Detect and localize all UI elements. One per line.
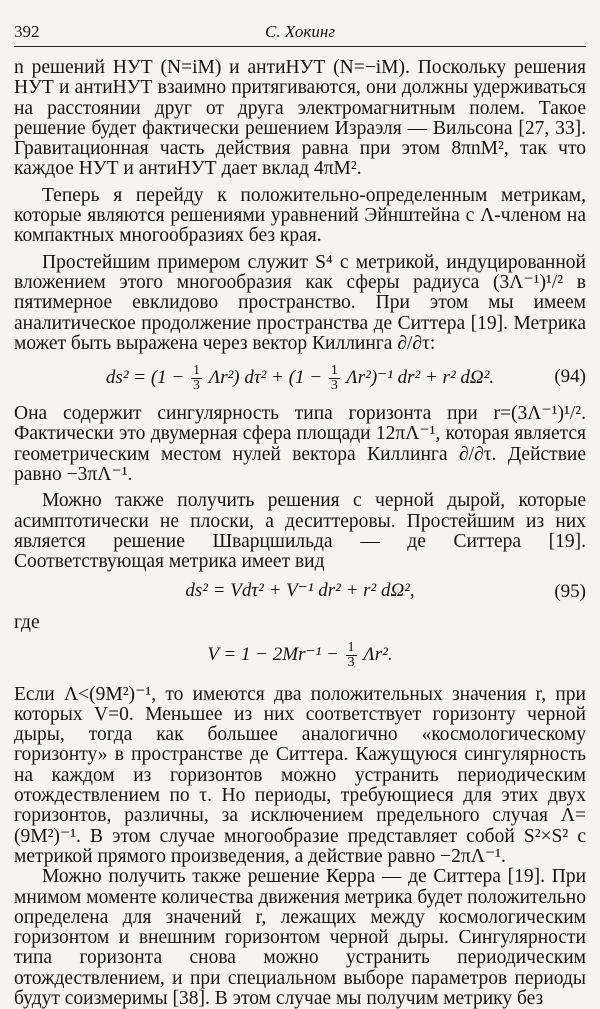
equation-94-fraction-1	[191, 364, 202, 393]
paragraph-8: Можно получить также решение Керра — де Ситтера [19]. При мнимом моменте количества движения метрика будет положительно определена для значений r, лежащих между космологическим горизонтом и внешним горизонтом черной дыры. Сингулярности типа горизонта снова можно устранить периодическим отождествлением, и при специальном выборе параметров периоды будут соизмеримы [38]. В этом случае мы получим метрику без	[14, 866, 586, 1009]
text-body	[14, 58, 586, 1009]
paragraph-4: Она содержит сингулярность типа горизонта при r=(3Λ⁻¹)¹/². Фактически это двумерная сфера площади 12πΛ⁻¹, которая является геометрическим местом нулей вектора Киллинга ∂/∂τ. Действие равно −3πΛ⁻¹.	[14, 403, 586, 486]
equation-94-frac1-num: 1	[192, 363, 200, 379]
equation-94-number: (94)	[554, 366, 586, 388]
equation-v-rhs: Λr².	[358, 643, 393, 665]
paragraph-7: Если Λ<(9M²)⁻¹, то имеются два положительных значения r, при которых V=0. Меньшее из них соответствует горизонту черной дыры, тогда как большее аналогично «космологическому горизонту» в пространстве де Ситтера. Кажущуюся сингулярность на каждом из горизонтов можно устранить периодическим отождествлением по τ. Но периоды, требующиеся для этих двух горизонтов, различны, за исключением предельного случая Λ=(9M²)⁻¹. В этом случае многообразие представляет собой S²×S² с метрикой прямого произведения, а действие равно −2πΛ⁻¹.	[14, 683, 586, 867]
running-head: С. Хокинг	[265, 22, 335, 41]
page-header	[14, 22, 586, 47]
equation-94-frac2-num: 1	[330, 363, 338, 379]
paragraph-5: Можно также получить решения с черной дырой, которые асимптотически не плоски, а деситтеровы. Простейшим из них является решение Шварцшильда — де Ситтера [19]. Соответствующая метрика имеет вид	[14, 490, 586, 573]
equation-v-body	[14, 641, 586, 670]
equation-v-frac-num: 1	[347, 639, 355, 655]
equation-95	[14, 573, 586, 613]
equation-94-frac2-den: 3	[330, 378, 338, 394]
paragraph-2: Теперь я перейду к положительно-определенным метрикам, которые являются решениями уравнений Эйнштейна с Λ-членом на компактных многообразиях без края.	[14, 184, 586, 247]
page-number: 392	[14, 22, 40, 41]
equation-94-body	[14, 364, 586, 393]
equation-94-mid: Λr²) dτ² + (1 −	[203, 367, 327, 389]
equation-v-fraction	[346, 641, 357, 670]
equation-94-frac1-den: 3	[192, 378, 200, 394]
equation-v-lhs: V = 1 − 2Mr⁻¹ −	[207, 643, 344, 665]
word-where: где	[14, 611, 40, 633]
equation-v	[14, 639, 586, 685]
equation-95-number: (95)	[554, 580, 586, 602]
equation-94-lhs: ds² = (1 −	[105, 367, 189, 389]
equation-94-rhs: Λr²)⁻¹ dr² + r² dΩ².	[341, 367, 495, 389]
paragraph-1: n решений НУТ (N=iM) и антиНУТ (N=−iM). Поскольку решения НУТ и антиНУТ взаимно притягиваются, они должны удерживаться на расстоянии друг от друга электромагнитным полем. Такое решение будет фактически решением Израэля — Вильсона [27, 33]. Гравитационная часть действия равна при этом 8πnM², так что каждое НУТ и антиНУТ дает вклад 4πM².	[14, 57, 586, 180]
paragraph-3: Простейшим примером служит S⁴ с метрикой, индуцированной вложением этого многообразия как сферы радиуса (3Λ⁻¹)¹/² в пятимерное евклидово пространство. При этом мы имеем аналитическое продолжение пространства де Ситтера [19]. Метрика может быть выражена через вектор Киллинга ∂/∂τ:	[14, 251, 586, 354]
equation-94-fraction-2	[329, 364, 340, 393]
equation-v-frac-den: 3	[347, 654, 355, 670]
equation-94	[14, 354, 586, 404]
equation-95-body: ds² = Vdτ² + V⁻¹ dr² + r² dΩ²,	[185, 579, 415, 601]
